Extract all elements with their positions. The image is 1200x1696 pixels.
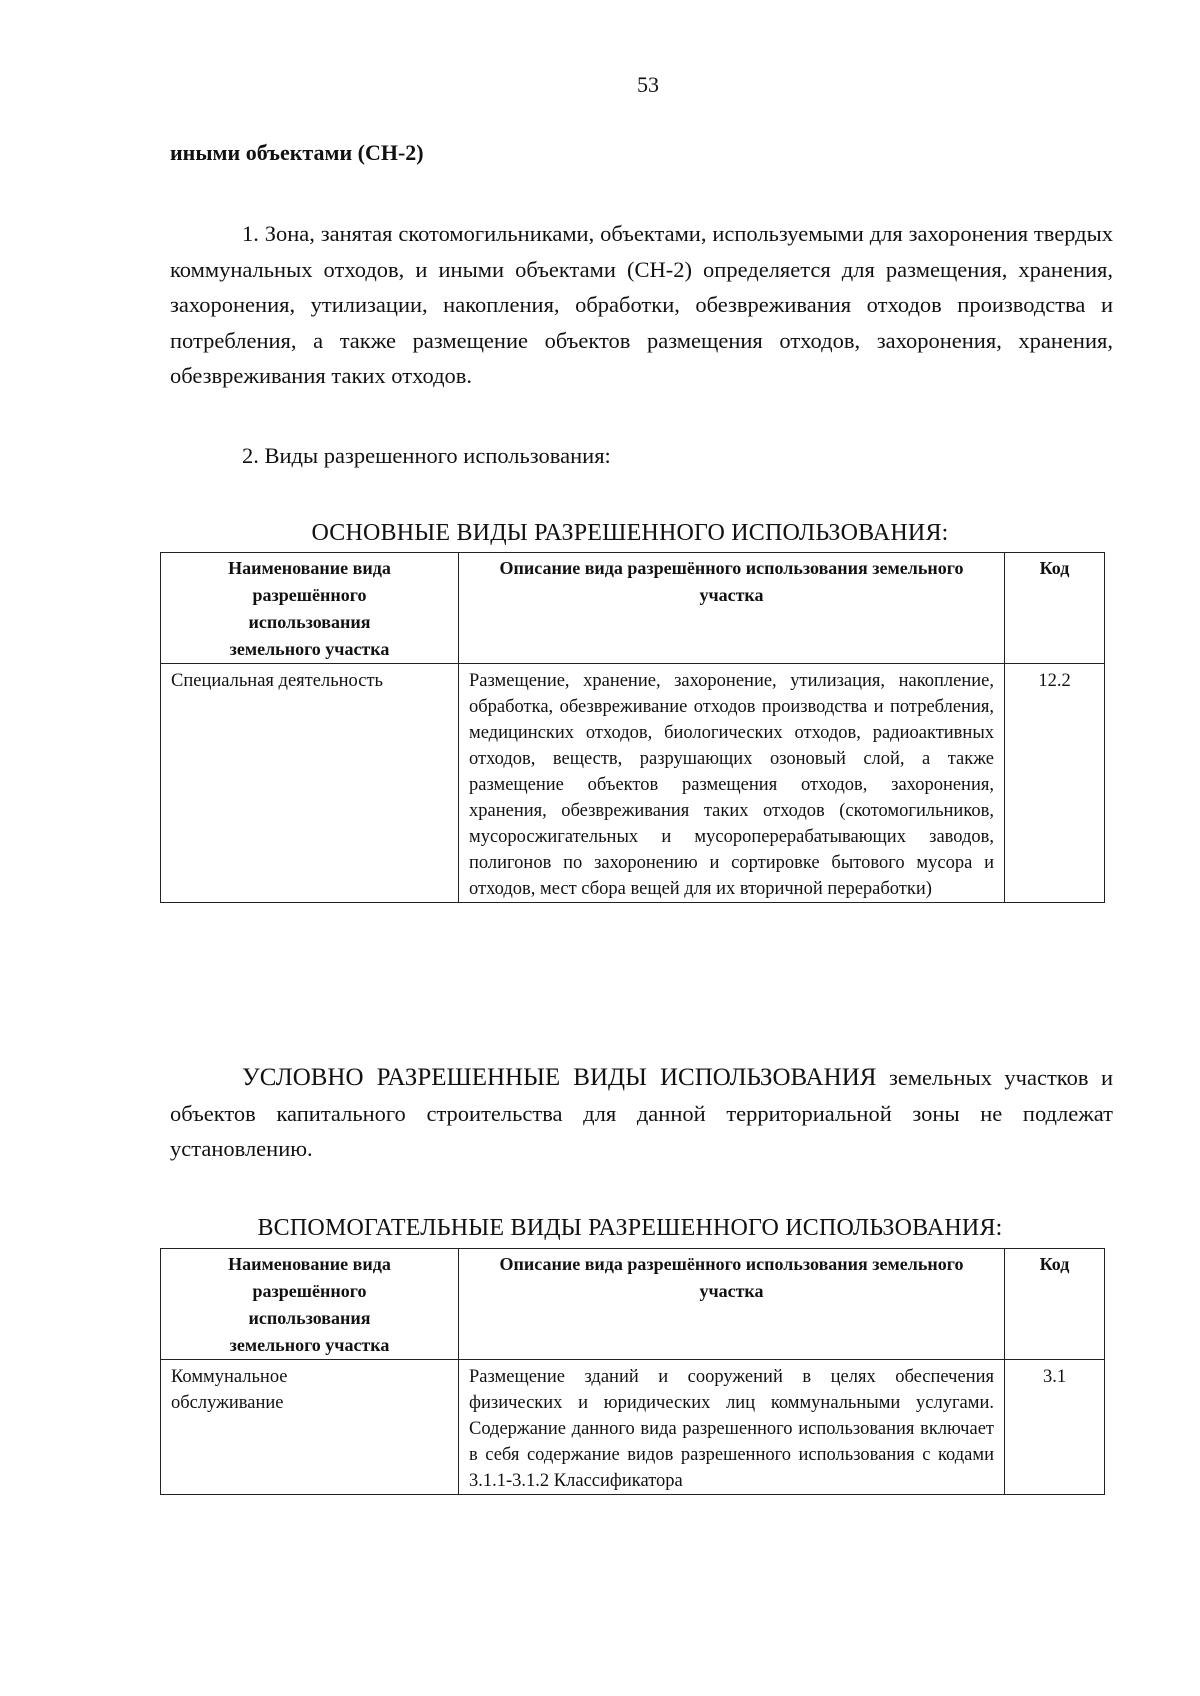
- main-uses-table: [160, 552, 1105, 903]
- conditional-uses-paragraph: [170, 1060, 1113, 1167]
- conditional-uses-text: земельных участков и объектов капитального строительства для данной территориальной зоны не подлежат установлению.: [170, 1065, 1113, 1161]
- auxiliary-uses-title: ВСПОМОГАТЕЛЬНЫЕ ВИДЫ РАЗРЕШЕННОГО ИСПОЛЬЗОВАНИЯ:: [257, 1215, 1003, 1241]
- header-code: Код: [1005, 1249, 1105, 1360]
- table-header-row: [161, 1249, 1105, 1360]
- section-heading: иными объектами (СН-2): [170, 140, 424, 165]
- zone-definition-paragraph: [170, 216, 1113, 394]
- zone-definition-text: 1. Зона, занятая скотомогильниками, объектами, используемыми для захоронения твердых коммунальных отходов, и иными объектами (СН-2) определяется для размещения, хранения, захоронения, утилизации, накопления, обработки, обезвреживания отходов производства и потребления, а также размещение объектов размещения отходов, захоронения, хранения, обезвреживания таких отходов.: [170, 221, 1113, 388]
- use-code: 3.1: [1005, 1360, 1105, 1495]
- header-code: Код: [1005, 553, 1105, 664]
- use-description: Размещение, хранение, захоронение, утилизация, накопление, обработка, обезвреживание отходов производства и потребления, медицинских отходов, биологических отходов, радиоактивных отходов, веществ, разрушающих озоновый слой, а также размещение объектов размещения отходов, захоронения, хранения, обезвреживания таких отходов (скотомогильников, мусоросжигательных и мусороперерабатывающих заводов, полигонов по захоронению и сортировке бытового мусора и отходов, мест сбора вещей для их вторичной переработки): [459, 664, 1005, 903]
- use-code: 12.2: [1005, 664, 1105, 903]
- usage-types-text: 2. Виды разрешенного использования:: [242, 443, 611, 468]
- header-name: Наименование вида разрешённого использования земельного участка: [161, 1249, 459, 1360]
- use-description: Размещение зданий и сооружений в целях обеспечения физических и юридических лиц коммунальными услугами. Содержание данного вида разрешенного использования включает в себя содержание видов разрешенного использования с кодами 3.1.1-3.1.2 Классификатора: [459, 1360, 1005, 1495]
- use-name: Специальная деятельность: [161, 664, 459, 903]
- main-uses-title: ОСНОВНЫЕ ВИДЫ РАЗРЕШЕННОГО ИСПОЛЬЗОВАНИЯ:: [311, 520, 949, 546]
- header-description: Описание вида разрешённого использования земельного участка: [459, 1249, 1005, 1360]
- usage-types-paragraph: [170, 438, 1113, 474]
- header-description: Описание вида разрешённого использования земельного участка: [459, 553, 1005, 664]
- conditional-uses-title: УСЛОВНО РАЗРЕШЕННЫЕ ВИДЫ ИСПОЛЬЗОВАНИЯ: [242, 1064, 877, 1091]
- page-number: 53: [637, 72, 659, 97]
- header-name: Наименование вида разрешённого использования земельного участка: [161, 553, 459, 664]
- use-name: Коммунальное обслуживание: [161, 1360, 459, 1495]
- table-header-row: [161, 553, 1105, 664]
- auxiliary-uses-table: [160, 1248, 1105, 1495]
- table-row: [161, 664, 1105, 903]
- table-row: [161, 1360, 1105, 1495]
